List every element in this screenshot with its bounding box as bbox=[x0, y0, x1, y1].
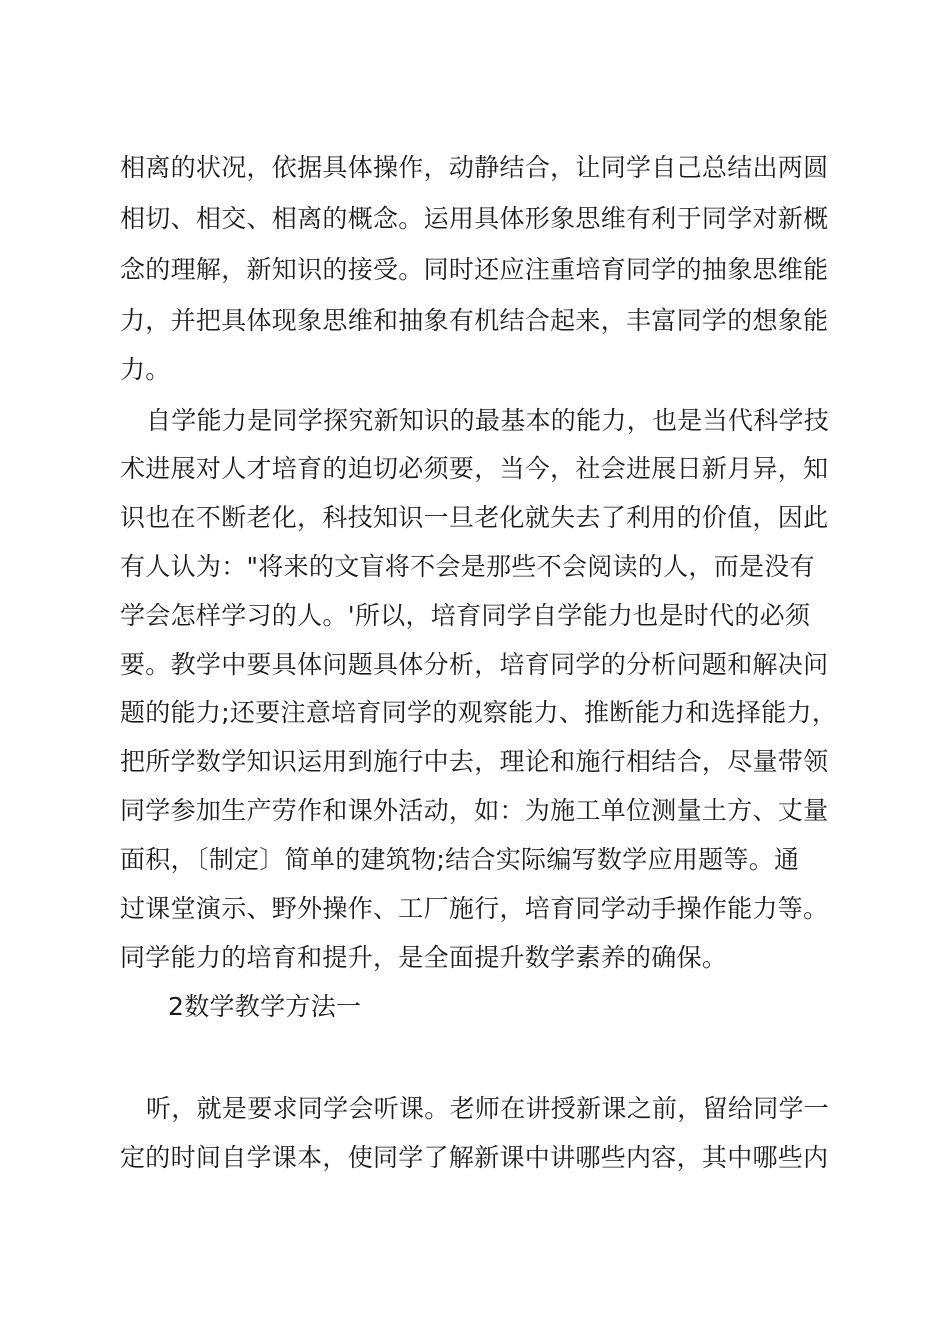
text-line: 力，并把具体现象思维和抽象有机结合起来，丰富同学的想象能 bbox=[120, 306, 829, 335]
text-line: 相切、相交、相离的概念。运用具体形象思维有利于同学对新概 bbox=[120, 204, 829, 233]
text-line: 定的时间自学课本，使同学了解新课中讲哪些内容，其中哪些内 bbox=[120, 1143, 829, 1172]
text-line: 同学参加生产劳作和课外活动，如：为施工单位测量土方、丈量 bbox=[120, 796, 829, 825]
text-line: 相离的状况，依据具体操作，动静结合，让同学自己总结出两圆 bbox=[120, 153, 829, 182]
text-line: 学会怎样学习的人。'所以，培育同学自学能力也是时代的必须 bbox=[120, 601, 811, 630]
section-heading: 2数学教学方法一 bbox=[168, 992, 362, 1021]
text-line: 过课堂演示、野外操作、工厂施行，培育同学动手操作能力等。 bbox=[120, 894, 829, 923]
text-line: 念的理解，新知识的接受。同时还应注重培育同学的抽象思维能 bbox=[120, 255, 829, 284]
text-line: 题的能力;还要注意培育同学的观察能力、推断能力和选择能力， bbox=[120, 698, 838, 727]
text-line: 有人认为："将来的文盲将不会是那些不会阅读的人，而是没有 bbox=[120, 552, 815, 581]
text-line: 自学能力是同学探究新知识的最基本的能力，也是当代科学技 bbox=[146, 406, 830, 435]
text-line: 力。 bbox=[120, 355, 171, 384]
text-line: 听，就是要求同学会听课。老师在讲授新课之前，留给同学一 bbox=[146, 1094, 830, 1123]
text-line: 面积，〔制定〕简单的建筑物;结合实际编写数学应用题等。通 bbox=[120, 845, 800, 874]
text-line: 把所学数学知识运用到施行中去，理论和施行相结合，尽量带领 bbox=[120, 747, 829, 776]
text-line: 术进展对人才培育的迫切必须要，当今，社会进展日新月异，知 bbox=[120, 454, 829, 483]
text-line: 同学能力的培育和提升，是全面提升数学素养的确保。 bbox=[120, 943, 728, 972]
text-line: 要。教学中要具体问题具体分析，培育同学的分析问题和解决问 bbox=[120, 650, 829, 679]
text-line: 识也在不断老化，科技知识一旦老化就失去了利用的价值，因此 bbox=[120, 503, 829, 532]
